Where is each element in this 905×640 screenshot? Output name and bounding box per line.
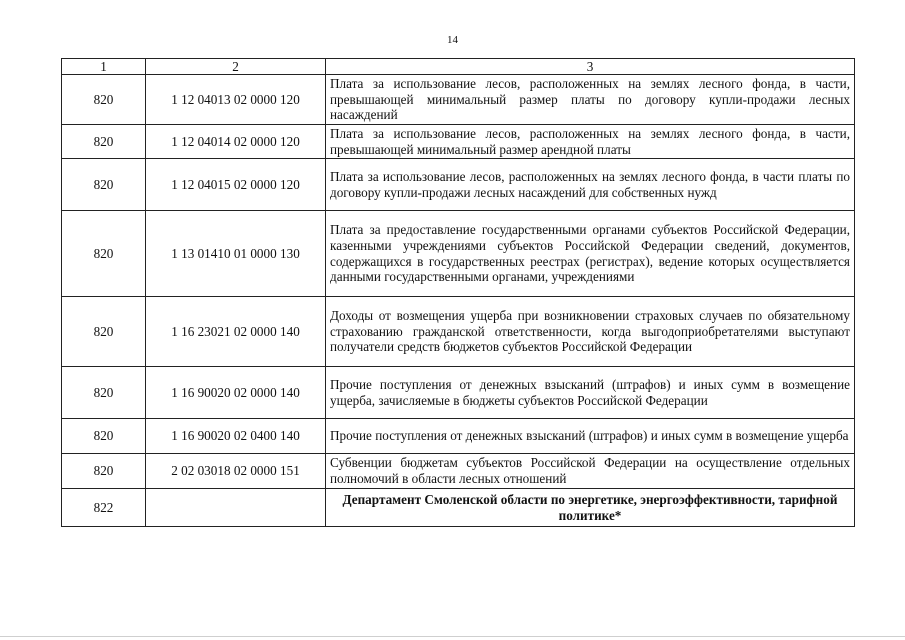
admin-code-cell: 820	[62, 125, 146, 159]
description-cell: Плата за предоставление государственными органами субъектов Российской Федерации, казенными учреждениями субъектов Российской Федерации сведений, документов, содержащихся в государственных реестрах (регистрах), ведение которых осуществляется данными государственными органами, учреждениями	[326, 211, 855, 297]
admin-code-cell: 820	[62, 159, 146, 211]
table-row	[62, 367, 855, 419]
budget-code-cell: 1 12 04015 02 0000 120	[146, 159, 326, 211]
admin-code-cell: 822	[62, 489, 146, 527]
admin-code-cell: 820	[62, 454, 146, 489]
description-cell: Прочие поступления от денежных взысканий (штрафов) и иных сумм в возмещение ущерба	[326, 419, 855, 454]
description-cell: Плата за использование лесов, расположенных на землях лесного фонда, в части, превышающей минимальный размер арендной платы	[326, 125, 855, 159]
table-row	[62, 75, 855, 125]
budget-code-cell: 1 12 04013 02 0000 120	[146, 75, 326, 125]
table-row	[62, 419, 855, 454]
budget-code-cell	[146, 489, 326, 527]
budget-codes-table	[61, 58, 855, 527]
description-cell: Плата за использование лесов, расположенных на землях лесного фонда, в части платы по договору купли-продажи лесных насаждений для собственных нужд	[326, 159, 855, 211]
description-cell: Доходы от возмещения ущерба при возникновении страховых случаев по обязательному страхованию гражданской ответственности, когда выгодоприобретателями выступают получатели средств бюджетов субъектов Российской Федерации	[326, 297, 855, 367]
table-row	[62, 297, 855, 367]
admin-code-cell: 820	[62, 211, 146, 297]
description-cell: Субвенции бюджетам субъектов Российской Федерации на осуществление отдельных полномочий в области лесных отношений	[326, 454, 855, 489]
page-number: 14	[447, 34, 458, 46]
admin-code-cell: 820	[62, 297, 146, 367]
column-header-code: 2	[146, 59, 326, 75]
table-header-row	[62, 59, 855, 75]
budget-code-cell: 2 02 03018 02 0000 151	[146, 454, 326, 489]
budget-code-cell: 1 13 01410 01 0000 130	[146, 211, 326, 297]
table-row	[62, 489, 855, 527]
budget-code-cell: 1 16 23021 02 0000 140	[146, 297, 326, 367]
description-cell: Прочие поступления от денежных взысканий (штрафов) и иных сумм в возмещение ущерба, зачисляемые в бюджеты субъектов Российской Федерации	[326, 367, 855, 419]
description-cell: Плата за использование лесов, расположенных на землях лесного фонда, в части, превышающей минимальный размер платы по договору купли-продажи лесных насаждений	[326, 75, 855, 125]
table-row	[62, 125, 855, 159]
budget-code-cell: 1 16 90020 02 0400 140	[146, 419, 326, 454]
department-heading-cell: Департамент Смоленской области по энергетике, энергоэффективности, тарифной политике*	[326, 489, 855, 527]
admin-code-cell: 820	[62, 419, 146, 454]
admin-code-cell: 820	[62, 75, 146, 125]
table-row	[62, 159, 855, 211]
table-row	[62, 211, 855, 297]
column-header-description: 3	[326, 59, 855, 75]
column-header-admin: 1	[62, 59, 146, 75]
budget-code-cell: 1 16 90020 02 0000 140	[146, 367, 326, 419]
budget-code-cell: 1 12 04014 02 0000 120	[146, 125, 326, 159]
page-bottom-edge	[0, 636, 905, 637]
admin-code-cell: 820	[62, 367, 146, 419]
table-row	[62, 454, 855, 489]
